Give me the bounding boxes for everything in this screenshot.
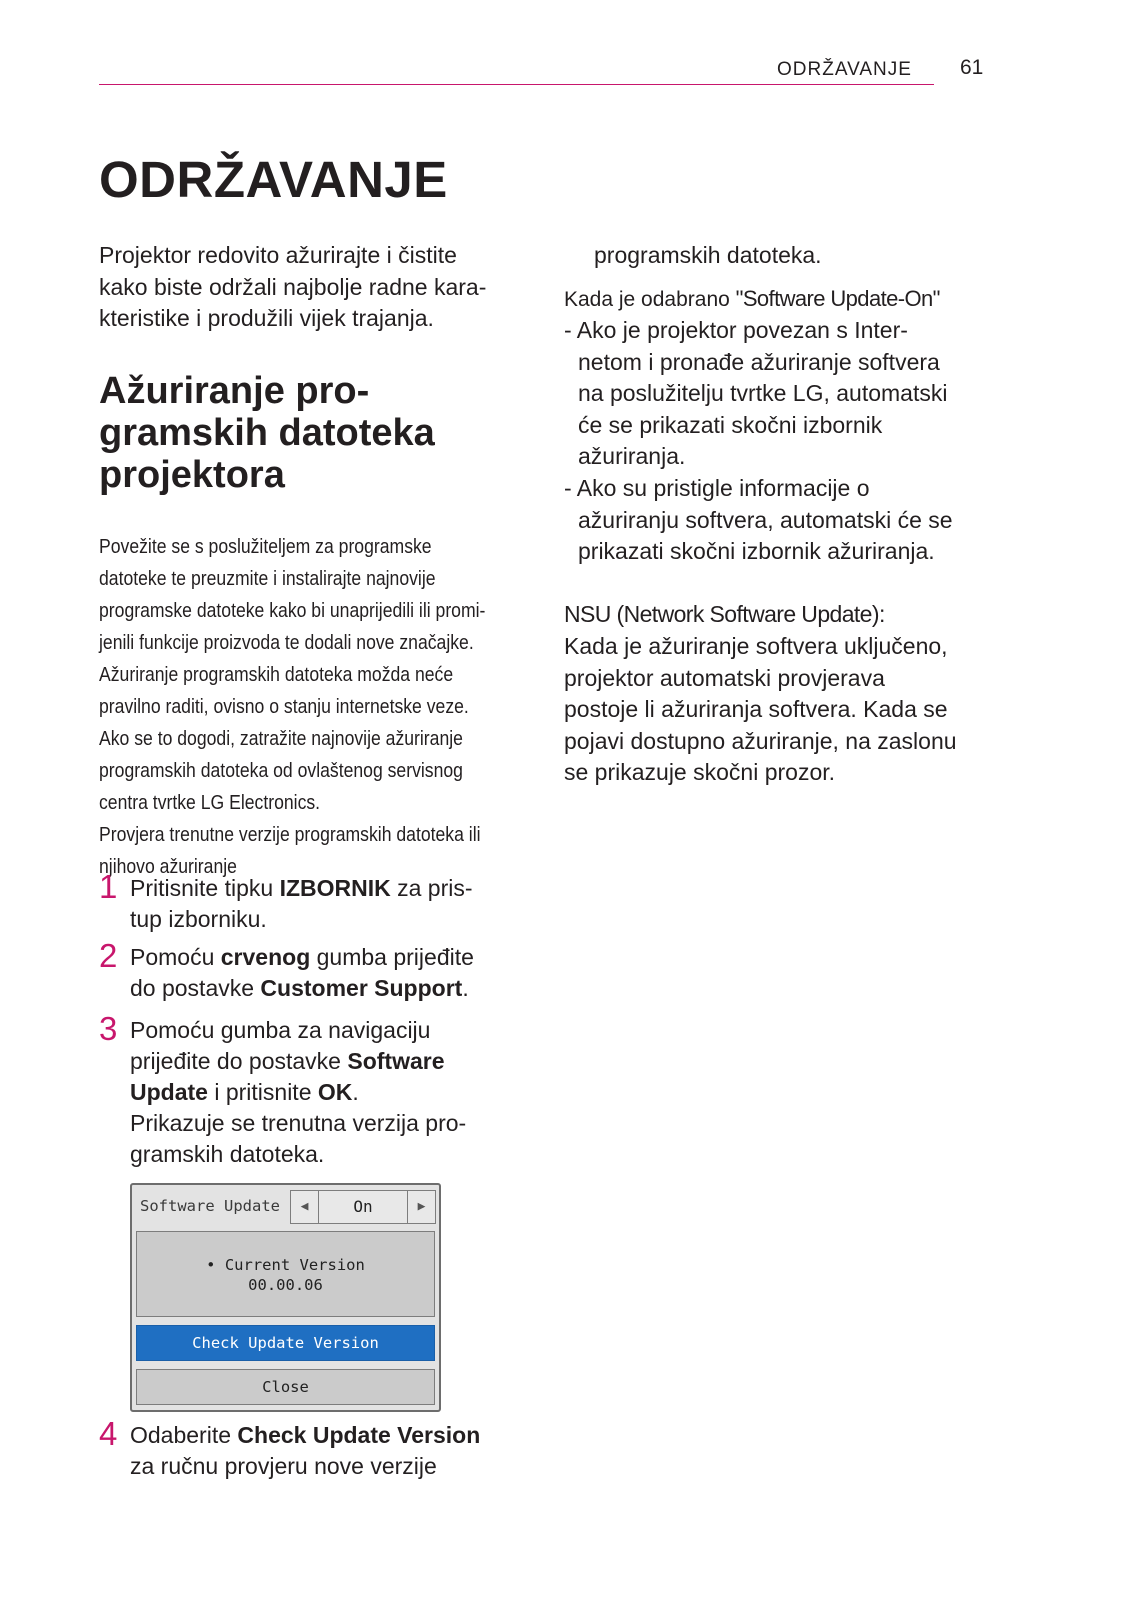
page-number: 61	[960, 56, 984, 79]
step-text: Odaberite Check Update Version za ručnu provjeru nove verzije	[130, 1422, 481, 1479]
description-line: Ažuriranje programskih datoteka možda neće	[99, 664, 454, 686]
step-text: Pomoću crvenog gumba prijeđite do postavke Customer Support.	[130, 944, 474, 1001]
intro-line: Projektor redovito ažurirajte i čistite	[99, 242, 457, 268]
section-heading-line: gramskih datoteka	[99, 412, 435, 454]
description-line: Provjera trenutne verzije programskih datoteka ili	[99, 824, 481, 846]
page-title: ODRŽAVANJE	[99, 151, 448, 208]
description-line: Ako se to dogodi, zatražite najnovije ažuriranje	[99, 728, 463, 750]
arrow-right-icon[interactable]: ▶	[407, 1191, 435, 1223]
nsu-heading: NSU (Network Software Update):	[564, 601, 886, 627]
bullet-line: ažuriranja.	[578, 443, 686, 469]
description-line: centra tvrtke LG Electronics.	[99, 792, 321, 814]
software-update-label: Software Update	[140, 1197, 280, 1215]
step-number: 4	[99, 1415, 118, 1452]
close-button[interactable]: Close	[136, 1369, 435, 1405]
bullet-internet	[564, 315, 984, 473]
description-line: datoteke te preuzmite i instalirajte najnovije	[99, 568, 436, 590]
nsu-line: se prikazuje skočni prozor.	[564, 759, 836, 785]
section-heading	[99, 370, 539, 496]
update-description	[99, 531, 539, 883]
step-number: 3	[99, 1010, 118, 1047]
when-on-line: Kada je odabrano "Software Update-On"	[564, 286, 940, 311]
intro-line: kako biste održali najbolje radne kara-	[99, 273, 487, 300]
check-update-version-button[interactable]: Check Update Version	[136, 1325, 435, 1361]
bullet-line: ažuriranju softvera, automatski će se	[578, 506, 953, 533]
bullet-info	[564, 473, 984, 568]
nsu-line: Kada je ažuriranje softvera uključeno,	[564, 633, 948, 659]
description-line: njihovo ažuriranje	[99, 856, 237, 878]
bullet-line: - Ako je projektor povezan s Inter-	[564, 317, 908, 343]
header-divider	[99, 84, 934, 85]
description-line: pravilno raditi, ovisno o stanju internetske veze.	[99, 696, 469, 718]
intro-line: kteristike i produžili vijek trajanja.	[99, 305, 434, 331]
current-version-label: • Current Version	[206, 1256, 365, 1274]
software-update-selector[interactable]	[290, 1190, 436, 1224]
software-update-value: On	[353, 1197, 373, 1216]
continued-text: programskih datoteka.	[594, 242, 822, 268]
description-line: programskih datoteka od ovlaštenog servisnog	[99, 760, 463, 782]
bullet-line: netom i pronađe ažuriranje softvera	[578, 348, 940, 375]
description-line: Povežite se s poslužiteljem za programske	[99, 536, 432, 558]
nsu-line: projektor automatski provjerava	[564, 664, 885, 691]
step-text: Pomoću gumba za navigaciju prijeđite do postavke Software Update i pritisnite OK. Prikazuje se trenutna verzija pro- gramskih datoteka.	[130, 1017, 467, 1167]
description-line: programske datoteke kako bi unaprijedili ili promi-	[99, 600, 486, 622]
step-number: 2	[99, 937, 118, 974]
current-version-value: 00.00.06	[248, 1276, 323, 1294]
bullet-line: na poslužitelju tvrtke LG, automatski	[578, 380, 948, 406]
intro-paragraph	[99, 240, 529, 335]
section-heading-line: Ažuriranje pro-	[99, 370, 370, 412]
software-update-dialog	[130, 1183, 441, 1412]
nsu-body	[564, 631, 984, 789]
nsu-line: postoje li ažuriranja softvera. Kada se	[564, 696, 948, 722]
header-section-title: ODRŽAVANJE	[777, 59, 912, 80]
current-version-panel	[136, 1231, 435, 1317]
bullet-line: prikazati skočni izbornik ažuriranja.	[578, 538, 935, 564]
nsu-line: pojavi dostupno ažuriranje, na zaslonu	[564, 727, 957, 754]
section-heading-line: projektora	[99, 454, 285, 496]
description-line: jenili funkcije proizvoda te dodali nove značajke.	[99, 632, 474, 654]
step-number: 1	[99, 868, 118, 905]
step-text: Pritisnite tipku IZBORNIK za pris- tup izborniku.	[130, 875, 473, 932]
bullet-line: će se prikazati skočni izbornik	[578, 411, 883, 438]
bullet-line: - Ako su pristigle informacije o	[564, 475, 870, 501]
arrow-left-icon[interactable]: ◀	[291, 1191, 319, 1223]
